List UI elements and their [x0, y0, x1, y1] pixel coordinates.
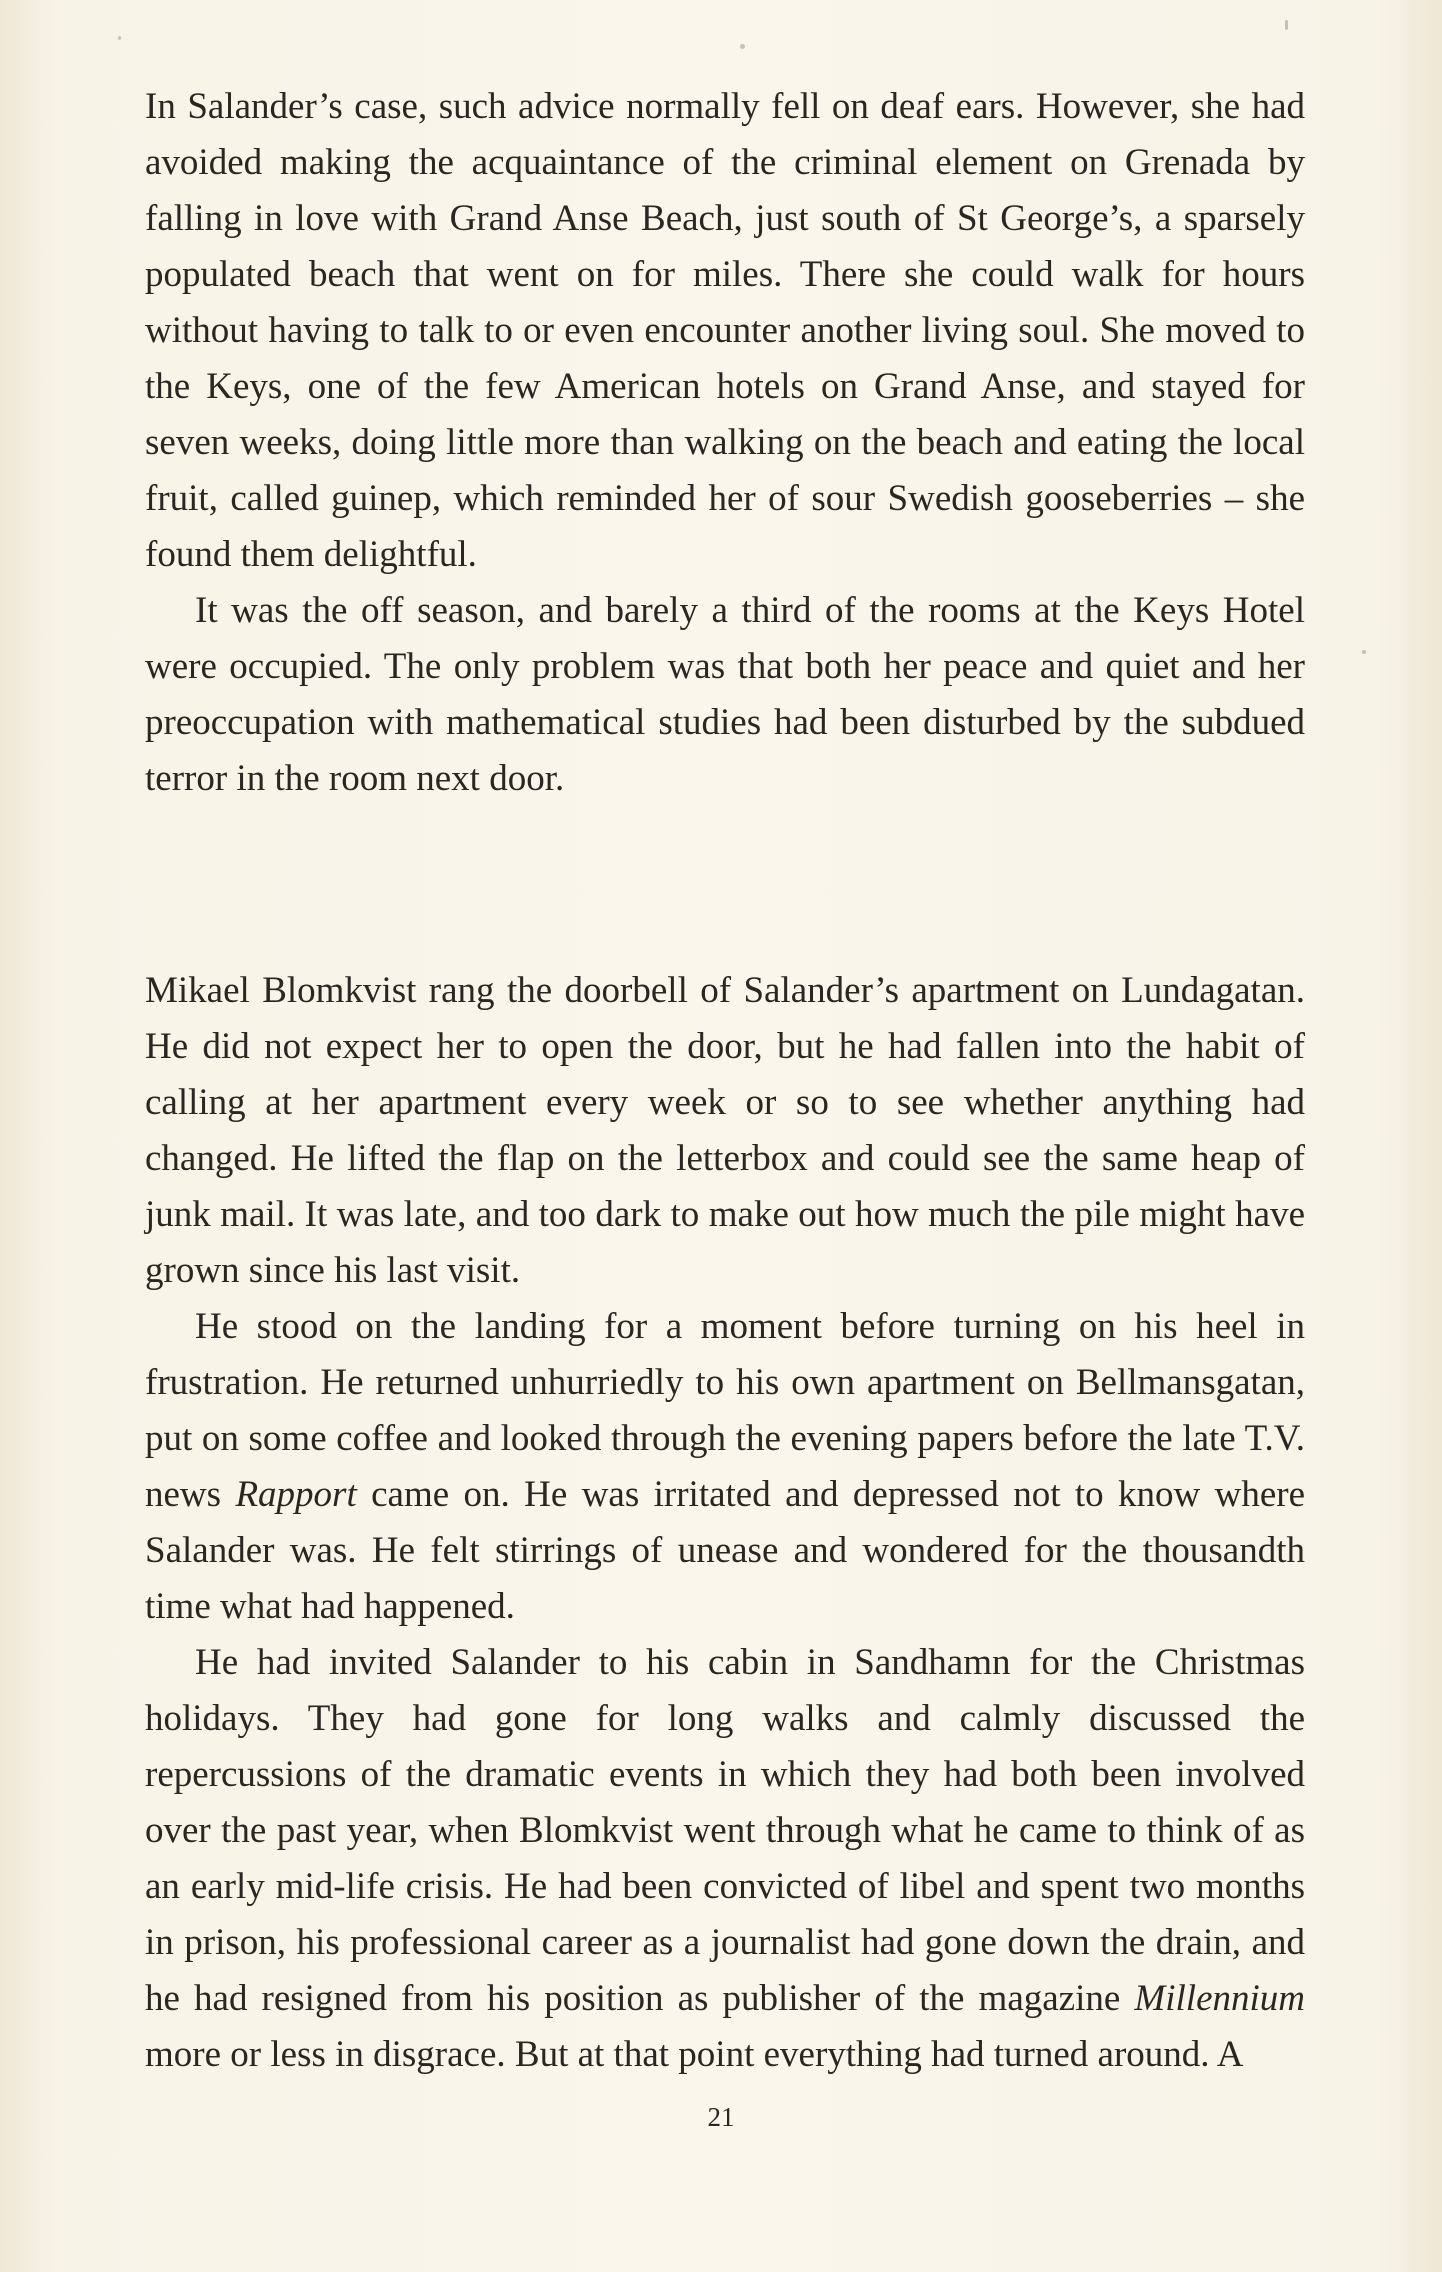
italic-title-rapport: Rapport	[235, 1474, 357, 1515]
italic-title-millennium: Millennium	[1134, 1978, 1306, 2019]
paragraph	[145, 1299, 1305, 1635]
paragraph: Mikael Blomkvist rang the doorbell of Salander’s apartment on Lundagatan. He did not expect her to open the door, but he had fallen into the habit of calling at her apartment every week or so to see whether anything had changed. He lifted the flap on the letterbox and could see the same heap of junk mail. It was late, and too dark to make out how much the pile might have grown since his last visit.	[145, 970, 1305, 1291]
paragraph: In Salander’s case, such advice normally fell on deaf ears. However, she had avoided making the acquaintance of the criminal element on Grenada by falling in love with Grand Anse Beach, just south of St George’s, a sparsely populated beach that went on for miles. There she could walk for hours without having to talk to or even encounter another living soul. She moved to the Keys, one of the few American hotels on Grand Anse, and stayed for seven weeks, doing little more than walking on the beach and eating the local fruit, called guinep, which reminded her of sour Swedish gooseberries – she found them delightful.	[145, 86, 1305, 575]
page-number: 21	[707, 2102, 735, 2132]
paper-speck	[1285, 20, 1288, 30]
paragraph-text: He stood on the landing for a moment before turning on his heel in frustration. He returned unhurriedly to his own apartment on Bellmansgatan, put on some coffee and looked through the evening papers before the late T.V. news	[145, 1306, 1305, 1515]
paragraph: It was the off season, and barely a third of the rooms at the Keys Hotel were occupied. The only problem was that both her peace and quiet and her preoccupation with mathematical studies had been disturbed by the subdued terror in the room next door.	[145, 590, 1305, 799]
paragraph	[145, 1635, 1305, 2083]
paragraph-text: more or less in disgrace. But at that point everything had turned around. A	[145, 2034, 1244, 2075]
paragraph-text: came on. He was irritated and depressed not to know where Salander was. He felt stirrings of unease and wondered for the thousandth time what had happened.	[145, 1474, 1306, 1627]
paper-speck	[1362, 650, 1366, 654]
section-grenada	[145, 79, 1305, 807]
paper-speck	[740, 44, 745, 49]
section-blomkvist	[145, 963, 1305, 2083]
paragraph-text: He had invited Salander to his cabin in Sandhamn for the Christmas holidays. They had gone for long walks and calmly discussed the repercussions of the dramatic events in which they had both been involved over the past year, when Blomkvist went through what he came to think of as an early mid-life crisis. He had been convicted of libel and spent two months in prison, his professional career as a journalist had gone down the drain, and he had resigned from his position as publisher of the magazine	[145, 1642, 1305, 2019]
paper-speck	[118, 36, 121, 40]
